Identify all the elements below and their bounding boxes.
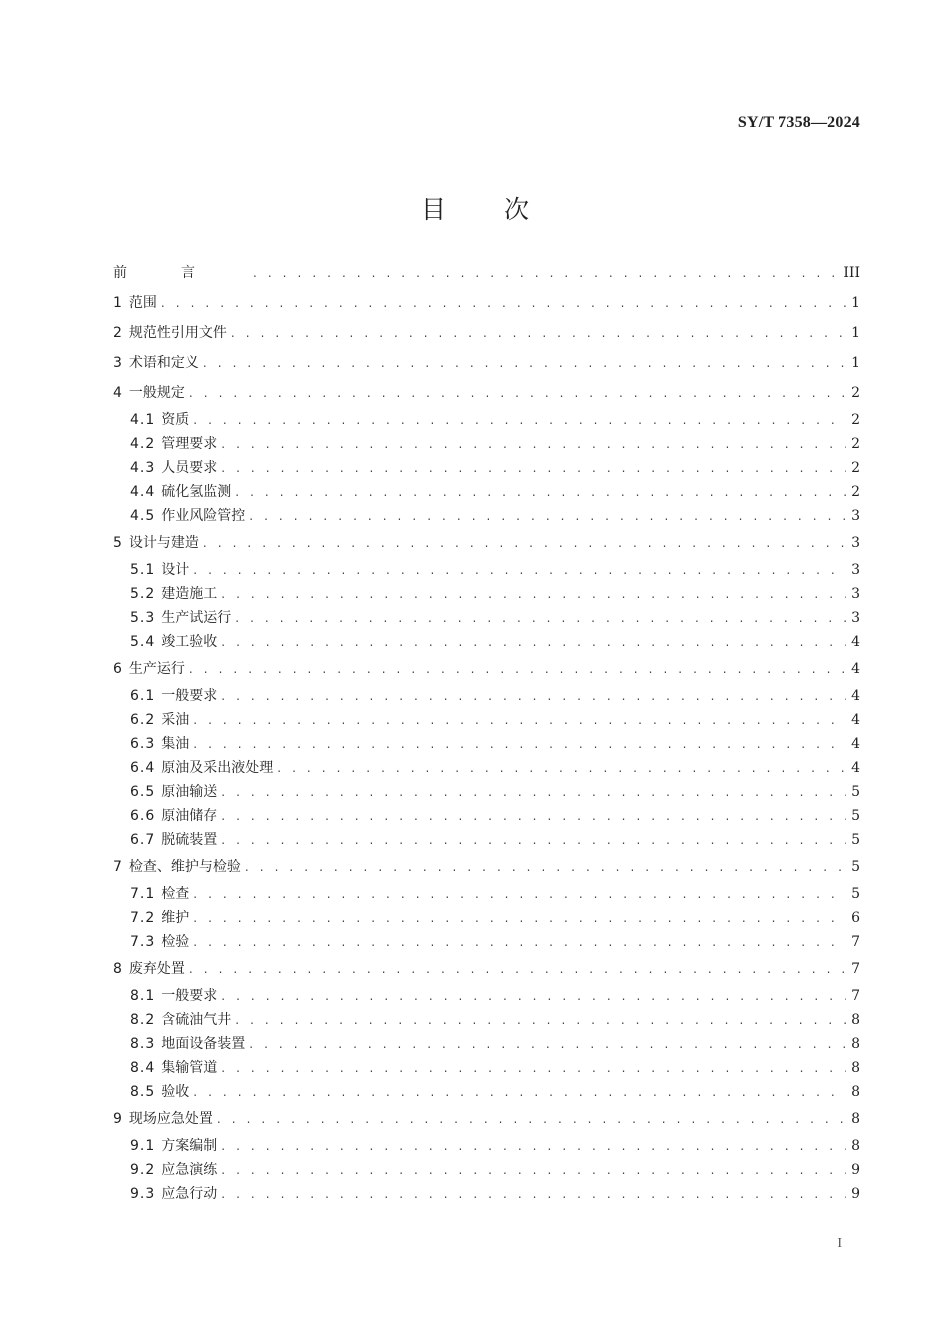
toc-entry-label [130,480,231,504]
toc-entry-title: 管理要求 [161,436,218,452]
toc-leader-dots [189,654,846,684]
toc-leader-dots [221,780,846,804]
toc-entry-title: 应急行动 [161,1186,218,1202]
toc-entry-number: 5 [113,535,123,551]
toc-entry-page: 2 [851,484,860,500]
toc-entry-number: 8.1 [130,988,156,1004]
toc-entry-number: 8.2 [130,1012,156,1028]
standard-code: SY/T 7358—2024 [737,114,860,131]
toc-entry-number: 7.2 [130,910,156,926]
toc-entry-label [113,852,241,882]
toc-leader-dots [193,1080,846,1104]
toc-leader-dots [249,1032,846,1056]
toc-entry[interactable] [113,456,860,480]
toc-entry-label [130,582,217,606]
toc-entry-title: 原油输送 [161,784,218,800]
toc-entry-title: 术语和定义 [128,355,199,371]
toc-leader-dots [193,732,846,756]
toc-entry-page: 4 [851,661,860,677]
toc-entry-label [130,606,231,630]
toc-entry-title: 含硫油气井 [161,1012,232,1028]
toc-entry-number: 8.4 [130,1060,156,1076]
toc-entry-title: 一般要求 [161,988,218,1004]
toc-entry-page: 2 [851,385,860,401]
toc-leader-dots [193,906,846,930]
toc-entry-page: 4 [851,736,860,752]
toc-entry-number: 6.5 [130,784,156,800]
toc-entry[interactable] [113,828,860,852]
toc-entry-title: 作业风险管控 [161,508,246,524]
toc-leader-dots [203,348,846,378]
toc-leader-dots [245,852,846,882]
toc-leader-dots [249,504,846,528]
toc-leader-dots [193,708,846,732]
toc-entry-title: 原油及采出液处理 [161,760,274,776]
toc-entry-label [130,408,189,432]
toc-entry-page: 8 [851,1084,860,1100]
toc-entry[interactable] [113,504,860,528]
toc-leader-dots [221,984,846,1008]
toc-leader-dots [221,456,846,480]
toc-entry-number: 1 [113,295,123,311]
toc-entry-title: 废弃处置 [128,961,185,977]
toc-entry-label [113,378,185,408]
toc-entry-page: 1 [851,325,860,341]
toc-entry-number: 9 [113,1111,123,1127]
toc-entry-page: 5 [851,859,860,875]
toc-entry[interactable] [113,432,860,456]
toc-leader-dots [231,318,846,348]
toc-entry-title: 检查 [161,886,190,902]
toc-entry-label [113,1104,213,1134]
toc-leader-dots [203,528,846,558]
toc-entry-label [130,732,189,756]
toc-entry[interactable] [113,882,860,906]
toc-leader-dots [193,408,846,432]
toc-entry-number: 5.3 [130,610,156,626]
toc-entry-title: 方案编制 [161,1138,218,1154]
toc-entry-title: 地面设备装置 [161,1036,246,1052]
toc-entry-title: 设计与建造 [128,535,199,551]
toc-leader-dots [189,954,846,984]
table-of-contents [113,258,860,1206]
toc-entry[interactable] [113,1032,860,1056]
toc-entry[interactable] [113,852,860,882]
toc-entry-page: 8 [851,1036,860,1052]
toc-entry-number: 3 [113,355,123,371]
toc-entry-number: 9.2 [130,1162,156,1178]
toc-entry-title: 验收 [161,1084,190,1100]
toc-entry[interactable] [113,630,860,654]
toc-entry-page: 8 [851,1138,860,1154]
toc-entry-page: 8 [851,1060,860,1076]
toc-entry-title: 现场应急处置 [128,1111,213,1127]
toc-entry[interactable] [113,732,860,756]
toc-entry-title: 检验 [161,934,190,950]
page-number: I [837,1236,842,1251]
toc-entry-page: 3 [851,535,860,551]
toc-entry-label [130,1080,189,1104]
toc-entry-number: 8.5 [130,1084,156,1100]
toc-entry-page: 3 [851,562,860,578]
toc-leader-dots [277,756,846,780]
toc-entry-page: 5 [851,784,860,800]
toc-entry-title: 一般规定 [128,385,185,401]
toc-entry-number: 5.1 [130,562,156,578]
toc-entry-page: 3 [851,610,860,626]
toc-entry[interactable] [113,1104,860,1134]
toc-entry-number: 8.3 [130,1036,156,1052]
toc-entry-page: 9 [851,1162,860,1178]
toc-entry-label [130,984,217,1008]
toc-leader-dots [235,1008,846,1032]
toc-entry-title: 维护 [161,910,190,926]
toc-entry[interactable] [113,1080,860,1104]
toc-entry-title: 建造施工 [161,586,218,602]
toc-entry-number: 2 [113,325,123,341]
toc-entry-number: 4.3 [130,460,156,476]
toc-entry-label [130,1158,217,1182]
toc-entry[interactable] [113,582,860,606]
toc-entry-page: 5 [851,886,860,902]
toc-leader-dots [221,1182,846,1206]
toc-entry[interactable] [113,684,860,708]
toc-leader-dots [235,606,846,630]
toc-entry[interactable] [113,954,860,984]
toc-entry[interactable] [113,708,860,732]
toc-entry-page: 7 [851,961,860,977]
toc-entry-label [113,288,157,318]
toc-entry-label [130,630,217,654]
toc-entry-page: 6 [851,910,860,926]
toc-leader-dots [235,480,846,504]
toc-entry-page: 2 [851,412,860,428]
toc-entry-label [130,882,189,906]
toc-entry-label [130,780,217,804]
toc-entry-page: 4 [851,712,860,728]
toc-entry-label [130,1182,217,1206]
toc-entry-number: 5.4 [130,634,156,650]
toc-entry-page: 2 [851,436,860,452]
toc-entry-number: 8 [113,961,123,977]
toc-entry-label [130,1056,217,1080]
toc-entry-number: 7.1 [130,886,156,902]
toc-entry-label [130,804,217,828]
toc-entry[interactable] [113,288,860,318]
toc-entry-label [113,318,227,348]
toc-entry-label [130,708,189,732]
toc-entry-title: 硫化氢监测 [161,484,232,500]
toc-entry[interactable] [113,378,860,408]
toc-entry-page: 8 [851,1012,860,1028]
toc-entry-title: 集输管道 [161,1060,218,1076]
toc-entry-number: 6.4 [130,760,156,776]
toc-entry-label [113,348,199,378]
toc-entry-label [130,432,217,456]
toc-entry[interactable] [113,1056,860,1080]
toc-entry-title: 人员要求 [161,460,218,476]
toc-entry-title: 集油 [161,736,190,752]
toc-entry[interactable] [113,528,860,558]
toc-entry[interactable] [113,930,860,954]
toc-entry-number: 5.2 [130,586,156,602]
toc-entry-title: 资质 [161,412,190,428]
toc-entry[interactable] [113,780,860,804]
toc-entry-title: 规范性引用文件 [128,325,227,341]
toc-entry-page: 5 [851,832,860,848]
toc-entry-label [130,1032,245,1056]
toc-entry-title: 应急演练 [161,1162,218,1178]
toc-entry[interactable] [113,1134,860,1158]
toc-entry-title: 竣工验收 [161,634,218,650]
toc-entry[interactable] [113,318,860,348]
toc-entry-number: 9.1 [130,1138,156,1154]
toc-leader-dots [193,930,846,954]
toc-entry-label [130,1134,217,1158]
toc-entry-label [130,756,273,780]
toc-entry-title: 检查、维护与检验 [128,859,241,875]
toc-entry-number: 4.4 [130,484,156,500]
toc-entry-page: 2 [851,460,860,476]
toc-entry-page: 8 [851,1111,860,1127]
toc-entry-number: 4 [113,385,123,401]
toc-entry[interactable] [113,984,860,1008]
toc-leader-dots [221,804,846,828]
toc-entry-number: 4.5 [130,508,156,524]
toc-entry-page: 7 [851,934,860,950]
toc-entry-title: 设计 [161,562,190,578]
toc-leader-dots [221,828,846,852]
toc-entry-number: 4.2 [130,436,156,452]
toc-entry-number: 7 [113,859,123,875]
toc-entry-label [130,456,217,480]
page-title: 目次 [420,195,587,224]
toc-entry[interactable] [113,606,860,630]
toc-entry-page: 5 [851,808,860,824]
toc-leader-dots [221,1056,846,1080]
toc-entry-title: 脱硫装置 [161,832,218,848]
toc-entry[interactable] [113,480,860,504]
toc-leader-dots [221,582,846,606]
toc-entry-number: 6.3 [130,736,156,752]
toc-entry[interactable] [113,1158,860,1182]
toc-entry-page: 7 [851,988,860,1004]
toc-leader-dots [221,630,846,654]
toc-entry-title: 一般要求 [161,688,218,704]
toc-entry-title: 原油储存 [161,808,218,824]
toc-entry[interactable] [113,906,860,930]
toc-leader-dots [189,378,846,408]
toc-leader-dots [221,432,846,456]
toc-entry-number: 6.2 [130,712,156,728]
toc-entry-page: 1 [851,295,860,311]
toc-entry-label [113,654,185,684]
toc-entry-number: 6.6 [130,808,156,824]
toc-entry-number: 9.3 [130,1186,156,1202]
toc-entry[interactable] [113,258,860,288]
toc-entry-page: 3 [851,586,860,602]
toc-entry-label [130,828,217,852]
toc-entry[interactable] [113,348,860,378]
toc-entry-title: 前言 [113,265,249,281]
toc-entry-page: III [843,265,860,281]
toc-entry[interactable] [113,1182,860,1206]
toc-entry-number: 6.7 [130,832,156,848]
toc-entry-label [130,504,245,528]
toc-entry-title: 采油 [161,712,190,728]
toc-leader-dots [217,1104,846,1134]
toc-entry-label [113,528,199,558]
toc-entry-number: 6 [113,661,123,677]
toc-entry[interactable] [113,1008,860,1032]
toc-entry-title: 生产试运行 [161,610,232,626]
toc-entry-number: 7.3 [130,934,156,950]
toc-entry-page: 4 [851,760,860,776]
toc-entry[interactable] [113,654,860,684]
toc-entry-number: 4.1 [130,412,156,428]
toc-entry-label [130,906,189,930]
toc-entry-page: 4 [851,688,860,704]
toc-entry-title: 范围 [128,295,157,311]
toc-entry-label [113,258,249,288]
toc-leader-dots [221,1134,846,1158]
toc-entry-label [130,558,189,582]
toc-entry-page: 4 [851,634,860,650]
toc-leader-dots [221,684,846,708]
toc-entry-label [130,684,217,708]
toc-leader-dots [193,882,846,906]
toc-entry-label [130,930,189,954]
toc-entry-number: 6.1 [130,688,156,704]
toc-entry[interactable] [113,804,860,828]
toc-entry-label [113,954,185,984]
toc-leader-dots [193,558,846,582]
toc-entry-page: 1 [851,355,860,371]
toc-leader-dots [253,258,839,288]
toc-leader-dots [161,288,846,318]
toc-entry[interactable] [113,408,860,432]
toc-leader-dots [221,1158,846,1182]
toc-entry-title: 生产运行 [128,661,185,677]
toc-entry-page: 9 [851,1186,860,1202]
toc-entry-page: 3 [851,508,860,524]
toc-entry[interactable] [113,558,860,582]
toc-entry-label [130,1008,231,1032]
toc-entry[interactable] [113,756,860,780]
